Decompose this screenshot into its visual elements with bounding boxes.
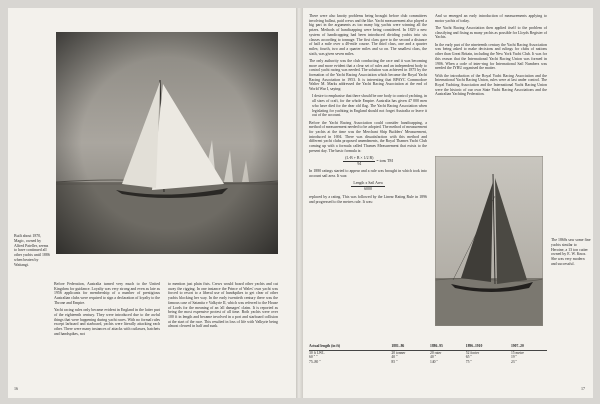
paragraph: The only authority was the club conducting the race and it was becoming more and more evident that a clear set of rules and an independent body to control yacht racing was needed. The solution was achieved in 1875 by the formation of the Yacht Racing Association which became the Royal Yacht Racing Association in 1953. It is interesting that RPAYC Commodore Walter M. Marks addressed the Yacht Racing Association at the end of World War I, saying: [309,58,427,92]
table-cell: 40 " [391,355,398,360]
formula-numerator: (L-B + B × 1/2 B) [345,156,374,161]
table-row [309,360,547,365]
table-header: 1886–95 [430,344,466,350]
paragraph: replaced by a rating. This was followed by the Linear Rating Rule in 1896 and progressed to the metres rule. It was: [309,194,427,204]
table-cell: 75–80 " [309,359,321,364]
table-header: 1881–86 [391,344,430,350]
paragraph: Before Federation, Australia turned very much to the United Kingdom for guidance. Loyalty was very strong and even as late as 1956 applicants for membership of a number of prestigious Australian clubs were required to sign a declaration of loyalty to the Throne and Empire. [54,282,160,305]
right-page [303,8,593,398]
table-cell: 23 " [510,359,518,364]
table-cell: 20 rater [429,350,442,355]
paragraph: In 1880 ratings started to appear and a rule was brought in which took into account sail area. It was: [309,169,427,179]
table-header: Actual length (in ft) [309,344,391,350]
photo-caption: Built about 1870, Magic, owned by Alfred Pateller, seems to have continued all other yachts until 1886 when beaten by Waitangi. [14,234,50,267]
page-number-left: 16 [14,386,18,391]
table-cell: 30 ft LWL [309,350,325,355]
page-number-right: 17 [581,386,585,391]
paragraph: With the introduction of the Royal Yacht Racing Association and the International Yacht Racing Union, rules were at last under control. The Royal Yachting Association and the International Yacht Racing Union were the historic of our own State Yacht Racing Associations and the Australian Yachting Federation. [435,73,547,97]
formula-result: = tons TM [376,159,393,164]
left-column-1 [54,282,160,386]
table-cell: 65 " [465,355,472,360]
paragraph: The Yacht Racing Association then applied itself to the problem of classifying and fixing as many yachts as possible for Lloyds Register of Yachts. [435,26,547,40]
paragraph: to mention just plain fists. Crews would board other yachts and cut away the rigging. In one instance the Prince of Wales' own yacht was forced to resort to a liberal use of handspikes to get clear of other yachts blocking her way. In the early twentieth century there was the famous case of Satanita v Valkyrie II, which was referred to the House of Lords for the meaning of an 'all damages' claim. It is reported as being the most expensive protest of all time. Both yachts were over 100 ft in length and became involved in a port and starboard collision at the start of the race. This resulted in loss of life with Valkyrie being almost cleaved in half and sunk. [168,282,278,329]
table-cell: 75 " [465,359,472,364]
sail-area-formula [309,181,427,191]
table-cell: 85 " [391,359,398,364]
table-cell: 40 " [429,355,437,360]
block-quote: I desire to emphasise that there should be one body to control yachting, in all sizes of craft, for the whole Empire. Australia has given 47 000 men who have died for the dear old flag. The Yacht Racing Association when legislating for yachting in England should not forget Australia or leave it out of the account. [312,94,427,118]
paragraph: Before the Yacht Racing Association could consider handicapping, a method of measurement needed to be adopted. The method of measurement for yachts at the time was the Merchant Ship Builders' Measurement, introduced in 1694. There was dissatisfaction with this method and different yacht clubs proposed amendments, the Royal Thames Yacht Club coming up with a formula called Thames Measurement that exists to the present day. The basic formula is: [309,120,427,153]
paragraph: And so emerged an early introduction of measurements applying to motor yachts of today. [435,14,547,23]
table-cell: 15 metre [510,350,524,355]
paragraph: In the early part of the nineteenth century the Yacht Racing Association was being asked to make decisions and rulings for clubs of nations other than Great Britain, including the New York Yacht Club. It was for this reason that the International Yacht Racing Union was formed in 1906. When a code of inter-ring for International Sail Numbers was needed the IYRU organised the matter. [435,42,547,71]
length-table-wrap [309,344,547,384]
photo-caption: The 1860s saw some fine yachts similar to Heroine, a 13 ton cutter owned by E. W. Knox. She was very modern and successful. [551,238,591,266]
length-rating-table [309,344,547,364]
left-page [8,8,296,398]
table-cell: 140 " [429,359,438,364]
table-cell: 52 footer [465,350,480,355]
table-cell: 20 tonner [391,350,406,355]
table-header: 1907–20 [511,344,547,350]
book-gutter [296,8,303,398]
paragraph: There were also knotty problems being brought before club committees involving ballast, paid crews and the like. Yacht measurement also played a big part in the arguments as too many big yachts were winning all the prizes. Methods of handicapping were being considered. In 1829 a new system of handicapping had been introduced dividing yachts into six classes according to tonnage. The first class gave to the second a distance of half a mile over a 40-mile course. The third class, one and a quarter miles; fourth, two and a quarter miles and so on. The smallest class, the sixth, was given seven miles. [309,14,427,56]
paragraph: Yacht racing rules only became evident in England in the latter part of the eighteenth century. They were introduced due to the awful things that were happening during yacht races. With no formal rules except larboard and starboard, yachts were literally attacking each other. There were many instances of attacks with cutlasses, hatchets and handspikes, not [54,308,160,336]
photo-heroine-cutter [435,156,543,326]
formula-denominator: 6000 [364,187,372,192]
formula-denominator: 94 [357,161,362,166]
formula-numerator: Length x Sail Area [353,181,383,186]
left-column-2 [168,282,278,386]
right-column-2 [435,14,547,142]
right-column-1 [309,14,427,344]
table-cell: 19 " [510,355,518,360]
table-cell: 60 " " [309,355,318,360]
thames-measurement-formula [309,156,427,166]
table-header: 1896–1910 [466,344,511,350]
photo-magic-yacht [56,32,278,254]
